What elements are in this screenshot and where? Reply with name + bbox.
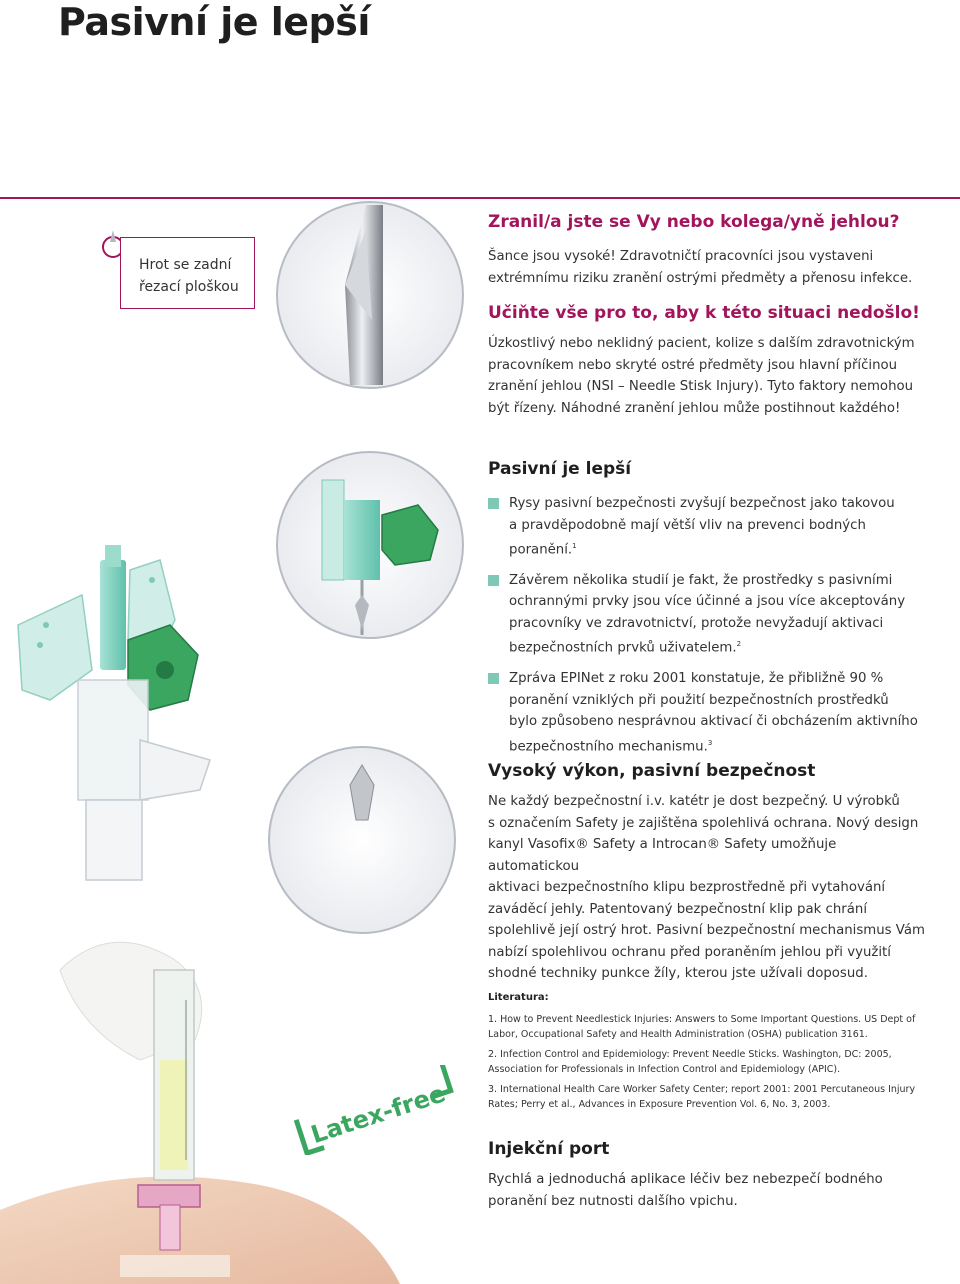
- section-3-line: zaváděcí jehly. Patentovaný bezpečnostní klip pak chrání: [488, 901, 868, 917]
- header-divider: [0, 197, 960, 199]
- section-1-body-line: pracovníkem nebo skryté ostré předměty jsou hlavní příčinou: [488, 357, 898, 373]
- detail-circle-needle-tip: [277, 202, 463, 388]
- needle-tip-callout: [120, 237, 255, 309]
- reference-2: 2. Infection Control and Epidemiology: Prevent Needle Sticks. Washington, DC: 2005, Association for Professionals in Infection Control and Epidemiology (APIC).: [488, 1049, 892, 1075]
- section-4-line: poranění bez nutnosti dalšího vpichu.: [488, 1193, 738, 1209]
- section-needle-injury: [488, 210, 928, 419]
- callout-line-1: Hrot se zadní: [139, 257, 232, 273]
- bullet-item: Zpráva EPINet z roku 2001 konstatuje, že přibližně 90 % poranění vzniklých při použití bezpečnostních prostředků bylo způsobeno nesprávnou aktivací či obcházením aktivního bezpečnostního mechanismu.$^3$: [488, 668, 928, 757]
- section-high-performance: [488, 759, 928, 985]
- section-1-body-line: Úzkostlivý nebo neklidný pacient, kolize s dalším zdravotnickým: [488, 336, 915, 351]
- section-1-intro-line: extrémnímu riziku zranění ostrými předměty a přenosu infekce.: [488, 270, 913, 286]
- literature-references: [488, 992, 928, 1118]
- detail-circle-safety-clip: [277, 452, 463, 638]
- section-4-line: Rychlá a jednoduchá aplikace léčiv bez nebezpečí bodného: [488, 1172, 883, 1187]
- section-3-line: s označením Safety je zajištěna spolehlivá ochrana. Nový design: [488, 815, 919, 831]
- latex-free-badge: [285, 1065, 465, 1155]
- section-3-line: spolehlivě její ostrý hrot. Pasivní bezpečnostní mechanismus Vám: [488, 923, 925, 938]
- reference-1: 1. How to Prevent Needlestick Injuries: Answers to Some Important Questions. US Dept of Labor, Occupational Safety and Health Administration (OSHA) publication 3161.: [488, 1014, 916, 1040]
- section-1-intro-line: Šance jsou vysoké! Zdravotničtí pracovníci jsou vystaveni: [488, 249, 874, 264]
- section-3-line: aktivaci bezpečnostního klipu bezprostředně při vytahování: [488, 880, 886, 895]
- section-injection-port: [488, 1137, 928, 1212]
- cannula-body: [18, 545, 210, 880]
- literature-heading: Literatura:: [488, 992, 549, 1003]
- section-4-heading: Injekční port: [488, 1139, 610, 1159]
- section-1-body-line: být řízeny. Náhodné zranění jehlou může postihnout každého!: [488, 400, 901, 416]
- bullet-square-icon: [488, 575, 499, 586]
- section-3-line: shodné techniky punkce žíly, kterou jste užívali doposud.: [488, 966, 868, 981]
- callout-line-2: řezací ploškou: [139, 279, 239, 295]
- detail-circle-clip-on-needle: [269, 747, 455, 933]
- section-passive-is-better: [488, 457, 928, 767]
- bullet-list: [488, 493, 928, 758]
- section-3-heading: Vysoký výkon, pasivní bezpečnost: [488, 761, 816, 781]
- bullet-square-icon: [488, 498, 499, 509]
- section-1-body-line: zranění jehlou (NSI – Needle Stisk Injury). Tyto faktory nemohou: [488, 379, 914, 394]
- section-3-line: nabízí spolehlivou ochranu před poraněním jehlou při využití: [488, 944, 891, 960]
- section-1-heading: Zranil/a jste se Vy nebo kolega/yně jehlou?: [488, 212, 900, 232]
- reference-3: 3. International Health Care Worker Safety Center; report 2001: 2001 Percutaneous Injury Rates; Perry et al., Advances in Exposure Prevention Vol. 6, No. 3, 2003.: [488, 1084, 916, 1110]
- bullet-item: Závěrem několika studií je fakt, že prostředky s pasivními ochrannými prvky jsou více účinné a jsou více akceptovány pracovníky ve zdravotnictví, protože nevyžadují aktivaci bezpečnostních prvků uživatelem.$^2$: [488, 570, 928, 659]
- bullet-item: Rysy pasivní bezpečnosti zvyšují bezpečnost jako takovou a pravděpodobně mají větší vliv na prevenci bodných poranění.$^1$: [488, 493, 928, 561]
- section-3-line: kanyl Vasofix® Safety a Introcan® Safety umožňuje automatickou: [488, 837, 837, 874]
- section-2-heading: Pasivní je lepší: [488, 459, 632, 479]
- page-title: Pasivní je lepší: [58, 0, 370, 44]
- latex-free-label: Latex-free: [307, 1079, 449, 1150]
- section-1-subheading: Učiňte vše pro to, aby k této situaci nedošlo!: [488, 303, 920, 323]
- bullet-square-icon: [488, 673, 499, 684]
- section-3-line: Ne každý bezpečnostní i.v. katétr je dost bezpečný. U výrobků: [488, 794, 900, 809]
